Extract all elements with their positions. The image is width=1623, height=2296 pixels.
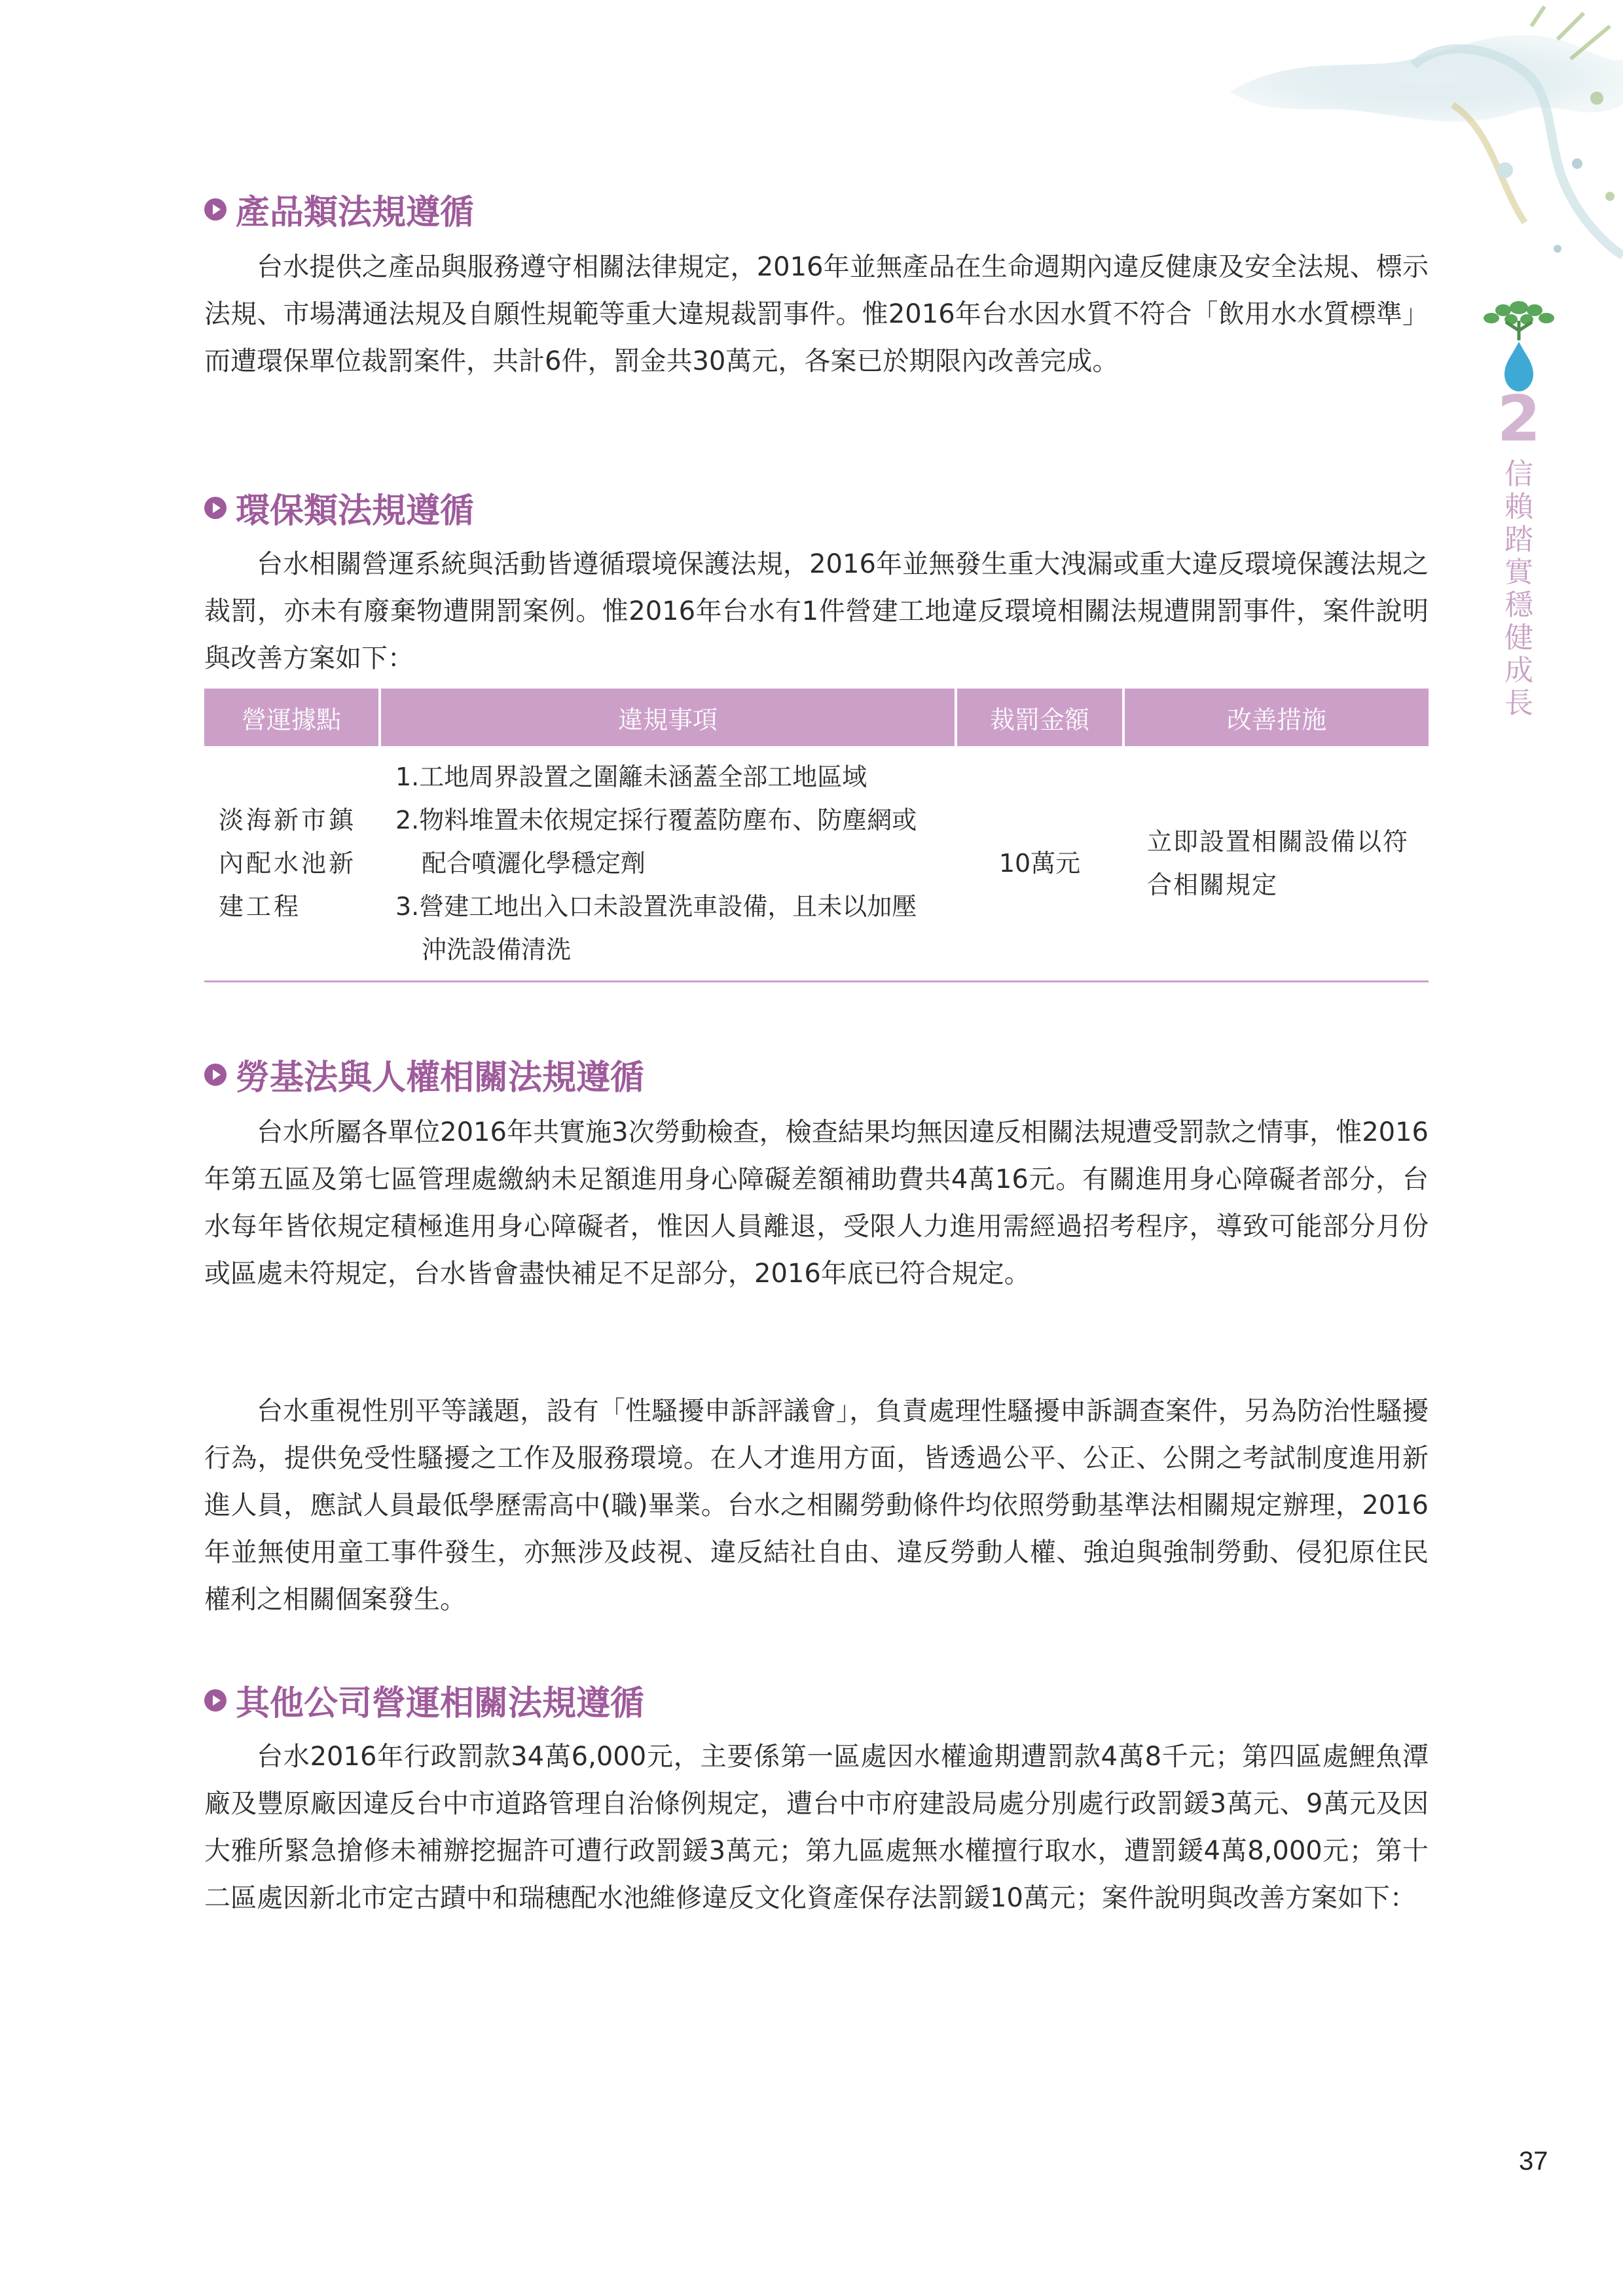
chapter-title: 信賴踏實穩健成長 bbox=[1504, 457, 1533, 720]
table-row bbox=[204, 746, 1429, 982]
section-heading-environment bbox=[204, 483, 474, 532]
chapter-number: 2 bbox=[1497, 382, 1541, 456]
section-heading-labor bbox=[204, 1050, 644, 1099]
column-header: 改善措施 bbox=[1123, 689, 1429, 746]
section-heading-other bbox=[204, 1676, 644, 1725]
violation-table bbox=[204, 689, 1429, 982]
paragraph-environment: 台水相關營運系統與活動皆遵循環境保護法規，2016年並無發生重大洩漏或重大違反環境保護法規之裁罰，亦未有廢棄物遭開罰案例。惟2016年台水有1件營建工地違反環境相關法規遭開罰事件，案件說明與改善方案如下： bbox=[204, 549, 1429, 673]
play-bullet-icon bbox=[204, 497, 227, 519]
cell-location: 淡海新市鎮內配水池新建工程 bbox=[204, 746, 380, 982]
column-header: 違規事項 bbox=[380, 689, 956, 746]
section-heading-text: 勞基法與人權相關法規遵循 bbox=[236, 1058, 645, 1098]
column-header: 營運據點 bbox=[204, 689, 380, 746]
water-splash-decoration bbox=[1217, 0, 1623, 281]
violation-item: 2.物料堆置未依規定採行覆蓋防塵布、防塵網或配合噴灑化學穩定劑 bbox=[395, 806, 917, 878]
paragraph-labor-2: 台水重視性別平等議題，設有「性騷擾申訴評議會」，負責處理性騷擾申訴調查案件，另為防治性騷擾行為，提供免受性騷擾之工作及服務環境。在人才進用方面，皆透過公平、公正、公開之考試制度進用新進人員，應試人員最低學歷需高中(職)畢業。台水之相關勞動條件均依照勞動基準法相關規定辦理，2016年並無使用童工事件發生，亦無涉及歧視、違反結社自由、違反勞動人權、強迫與強制勞動、侵犯原住民權利之相關個案發生。 bbox=[204, 1396, 1429, 1615]
play-bullet-icon bbox=[204, 1689, 227, 1712]
paragraph-other: 台水2016年行政罰款34萬6,000元，主要係第一區處因水權逾期遭罰款4萬8千元；第四區處鯉魚潭廠及豐原廠因違反台中市道路管理自治條例規定，遭台中市府建設局處分別處行政罰鍰3萬元、9萬元及因大雅所緊急搶修未補辦挖掘許可遭行政罰鍰3萬元；第九區處無水權擅行取水，遭罰鍰4萬8,000元；第十二區處因新北市定古蹟中和瑞穗配水池維修違反文化資產保存法罰鍰10萬元；案件說明與改善方案如下： bbox=[204, 1742, 1429, 1913]
cell-violation-items bbox=[380, 746, 956, 982]
section-heading-text: 其他公司營運相關法規遵循 bbox=[236, 1684, 645, 1723]
cell-amount: 10萬元 bbox=[956, 746, 1123, 982]
page-number: 37 bbox=[1519, 2147, 1548, 2176]
section-heading-text: 環保類法規遵循 bbox=[236, 492, 475, 531]
play-bullet-icon bbox=[204, 1064, 227, 1086]
violation-item: 3.營建工地出入口未設置洗車設備，且未以加壓沖洗設備清洗 bbox=[395, 892, 917, 964]
cell-measure: 立即設置相關設備以符合相關規定 bbox=[1123, 746, 1429, 982]
paragraph-labor-1: 台水所屬各單位2016年共實施3次勞動檢查，檢查結果均無因違反相關法規遭受罰款之情事，惟2016年第五區及第七區管理處繳納未足額進用身心障礙差額補助費共4萬16元。有關進用身心障礙者部分，台水每年皆依規定積極進用身心障礙者，惟因人員離退，受限人力進用需經過招考程序，導致可能部分月份或區處未符規定，台水皆會盡快補足不足部分，2016年底已符合規定。 bbox=[204, 1117, 1429, 1289]
section-heading-product bbox=[204, 185, 474, 234]
column-header: 裁罰金額 bbox=[956, 689, 1123, 746]
play-bullet-icon bbox=[204, 198, 227, 221]
section-heading-text: 產品類法規遵循 bbox=[236, 193, 475, 232]
paragraph-product: 台水提供之產品與服務遵守相關法律規定，2016年並無產品在生命週期內違反健康及安全法規、標示法規、市場溝通法規及自願性規範等重大違規裁罰事件。惟2016年台水因水質不符合「飲用水水質標準」而遭環保單位裁罰案件，共計6件，罰金共30萬元，各案已於期限內改善完成。 bbox=[204, 252, 1429, 376]
table-header-row bbox=[204, 689, 1429, 746]
violation-item: 1.工地周界設置之圍籬未涵蓋全部工地區域 bbox=[395, 762, 867, 791]
